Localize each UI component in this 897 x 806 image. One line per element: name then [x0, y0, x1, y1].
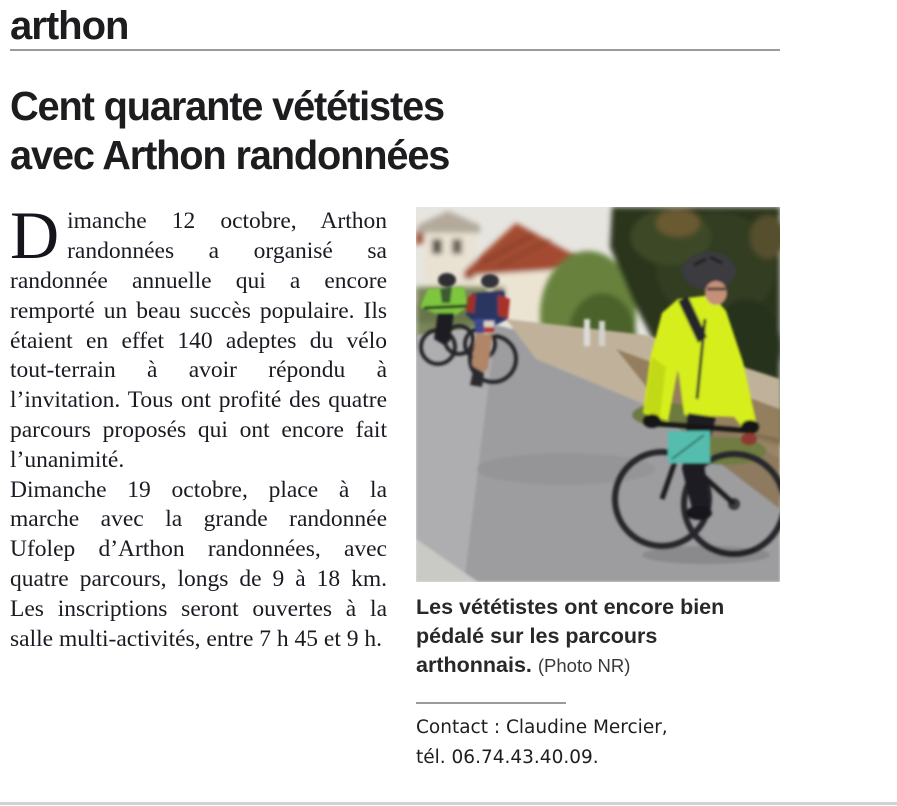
contact-line1: Contact : Claudine Mercier,: [416, 716, 668, 738]
contact-line2: tél. 06.74.43.40.09.: [416, 746, 599, 768]
cyclists-photo-illustration: [416, 207, 780, 582]
drop-cap: D: [10, 197, 60, 274]
article-photo: [416, 207, 780, 582]
article-columns: [10, 197, 780, 773]
article-content: [10, 0, 780, 773]
contact-block: [416, 713, 780, 773]
photo-caption: [416, 593, 776, 680]
paragraph-1-text: imanche 12 octobre, Arthon randonnées a organisé sa randonnée annuelle qui a encore remporté un beau succès populaire. Ils étaient en effet 140 adeptes du vélo tout-terrain à avoir répondu à l’invitation. Tous ont profité des quatre parcours proposés qui ont encore fait l’unanimité.: [10, 208, 387, 473]
photo-column: [416, 207, 780, 773]
page-bottom-rule: [0, 802, 897, 805]
contact-divider-rule: [416, 702, 566, 704]
photo-caption-text: Les vététistes ont encore bien pédalé sur les parcours arthonnais.: [416, 595, 725, 678]
article-headline: [10, 82, 757, 180]
article-body: [10, 197, 387, 773]
photo-credit: (Photo NR): [537, 655, 631, 677]
section-title: arthon: [10, 4, 129, 48]
article-paragraph-2: Dimanche 19 octobre, place à la marche avec la grande randonnée Ufolep d’Arthon randonnées, avec quatre parcours, longs de 9 à 18 km. Les inscriptions seront ouvertes à la salle multi-activités, entre 7 h 45 et 9 h.: [10, 476, 387, 652]
section-divider-rule: [10, 49, 780, 51]
article-paragraph-1: [10, 197, 387, 475]
headline-line2: avec Arthon randonnées: [10, 132, 450, 178]
headline-line1: Cent quarante vététistes: [10, 83, 444, 129]
